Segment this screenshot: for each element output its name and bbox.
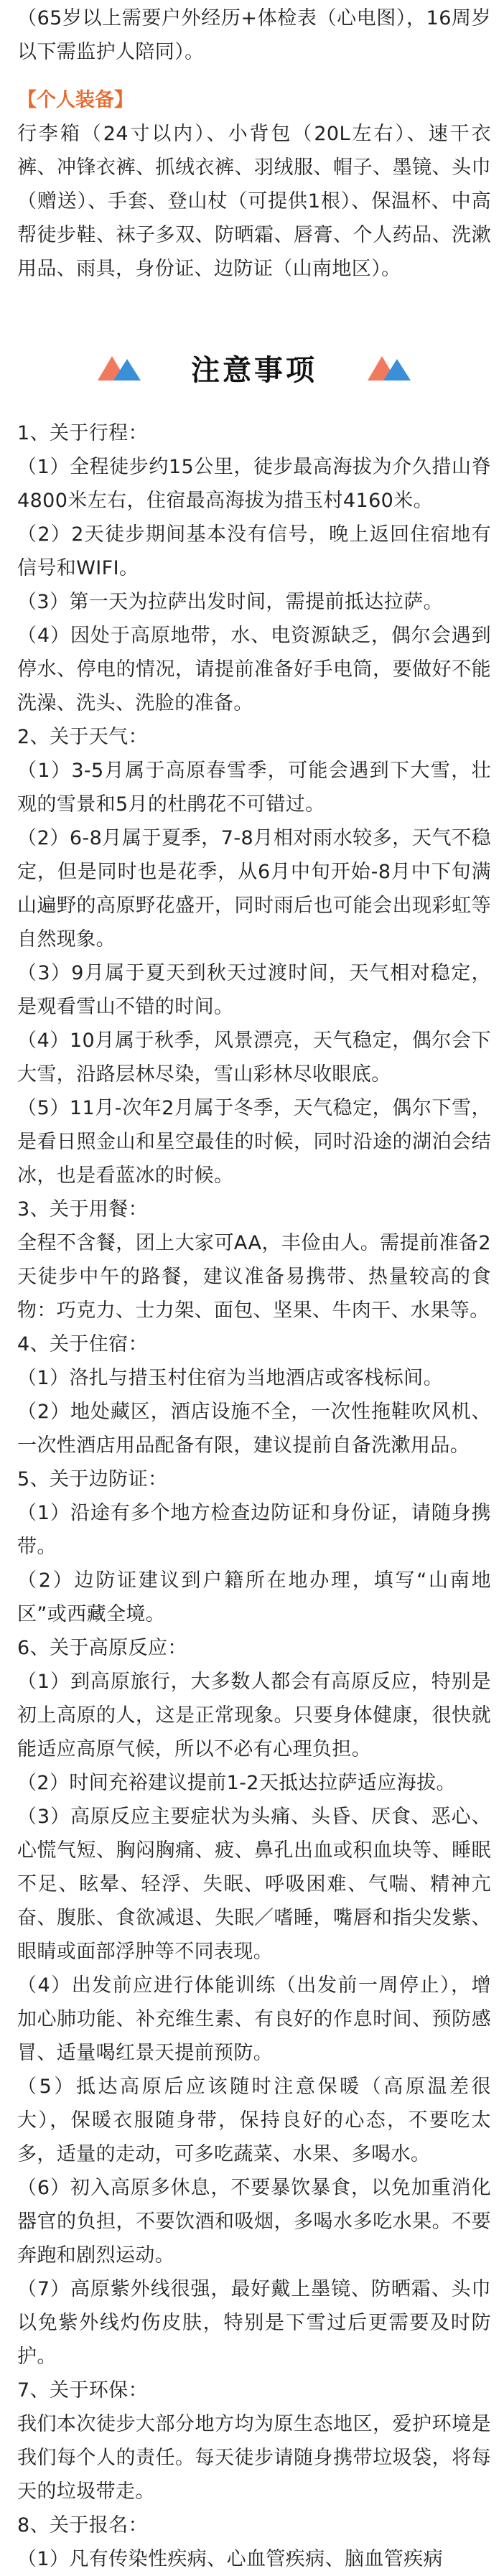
- section-item: （2）地处藏区，酒店设施不全，一次性拖鞋吹风机、一次性酒店用品配备有限，建议提前自备洗漱用品。: [17, 1401, 491, 1457]
- triangle-decoration-icon: [96, 352, 142, 383]
- notice-section: [17, 416, 491, 720]
- section-heading: 2、关于天气：: [17, 726, 148, 748]
- section-item: （5）抵达高原后应该随时注意保暖（高原温差很大），保暖衣服随身带，保持良好的心态，不要吃太多，适量的走动，可多吃蔬菜、水果、多喝水。: [17, 2076, 491, 2165]
- section-heading: 6、关于高原反应：: [17, 1637, 187, 1659]
- section-item: （4）10月属于秋季，风景漂亮，天气稳定，偶尔会下大雪，沿路层林尽染，雪山彩林尽收眼底。: [17, 1030, 491, 1086]
- section-item: （1）到高原旅行，大多数人都会有高原反应，特别是初上高原的人，这是正常现象。只要身体健康，很快就能适应高原气候，所以不必有心理负担。: [17, 1671, 491, 1760]
- section-heading: 4、关于住宿：: [17, 1333, 148, 1355]
- section-item: （3）高原反应主要症状为头痛、头昏、厌食、恶心、心慌气短、胸闷胸痛、疲、鼻孔出血或积血块等、睡眠不足、眩晕、轻浮、失眠、呼吸困难、气喘、精神亢奋、腹胀、食欲减退、失眠／嗜睡，嘴唇和指尖发紫、眼睛或面部浮肿等不同表现。: [17, 1806, 491, 1963]
- notice-title-block: [17, 332, 491, 403]
- section-item: （1）凡有传染性疾病、心血管疾病、脑血管疾病: [17, 2548, 443, 2570]
- section-item: 我们本次徒步大部分地方均为原生态地区，爱护环境是我们每个人的责任。每天徒步请随身携带垃圾袋，将每天的垃圾带走。: [17, 2413, 491, 2503]
- section-item: （3）第一天为拉萨出发时间，需提前抵达拉萨。: [17, 591, 443, 613]
- equipment-tag: 【个人装备】: [17, 89, 134, 111]
- notice-section: [17, 2509, 491, 2576]
- section-item: （1）沿途有多个地方检查边防证和身份证，请随身携带。: [17, 1502, 491, 1558]
- section-heading: 8、关于报名：: [17, 2514, 148, 2537]
- section-item: （5）11月-次年2月属于冬季，天气稳定，偶尔下雪，是看日照金山和星空最佳的时候，同时沿途的湖泊会结冰，也是看蓝冰的时候。: [17, 1097, 491, 1187]
- section-item: （2）边防证建议到户籍所在地办理，填写“山南地区”或西藏全境。: [17, 1569, 491, 1625]
- notice-title: 注意事项: [191, 353, 317, 387]
- section-item: （1）3-5月属于高原春雪季，可能会遇到下大雪，壮观的雪景和5月的杜鹃花不可错过。: [17, 760, 491, 816]
- section-heading: 5、关于边防证：: [17, 1468, 168, 1490]
- notice-sections: [17, 416, 491, 2576]
- section-item: （7）高原紫外线很强，最好戴上墨镜、防晒霜、头巾以免紫外线灼伤皮肤，特别是下雪过后更需要及时防护。: [17, 2278, 491, 2368]
- triangle-decoration-icon: [366, 352, 412, 383]
- equipment-block: [17, 69, 491, 286]
- notice-section: [17, 1462, 491, 1631]
- section-item: （4）出发前应进行体能训练（出发前一周停止），增加心肺功能、补充维生素、有良好的作息时间、预防感冒、适量喝红景天提前预防。: [17, 1974, 491, 2064]
- intro-paragraph: （65岁以上需要户外经历+体检表（心电图），16周岁以下需监护人陪同）。: [17, 7, 491, 63]
- section-item: （3）9月属于夏天到秋天过渡时间，天气相对稳定，是观看雪山不错的时间。: [17, 962, 491, 1018]
- notice-section: [17, 2374, 491, 2509]
- section-item: （1）洛扎与措玉村住宿为当地酒店或客栈标间。: [17, 1367, 443, 1389]
- section-item: （2）6-8月属于夏季，7-8月相对雨水较多，天气不稳定，但是同时也是花季，从6月中旬开始-8月中下旬满山遍野的高原野花盛开，同时雨后也可能会出现彩虹等自然现象。: [17, 827, 491, 951]
- section-item: （2）2天徒步期间基本没有信号，晚上返回住宿地有信号和WIFI。: [17, 523, 491, 579]
- section-heading: 1、关于行程：: [17, 422, 148, 444]
- equipment-text: 行李箱（24寸以内）、小背包（20L左右）、速干衣裤、冲锋衣裤、抓绒衣裤、羽绒服、帽子、墨镜、头巾（赠送）、手套、登山杖（可提供1根）、保温杯、中高帮徒步鞋、袜子多双、防晒霜、唇膏、个人药品、洗漱用品、雨具，身份证、边防证（山南地区）。: [17, 123, 491, 280]
- section-item: （2）时间充裕建议提前1-2天抵达拉萨适应海拔。: [17, 1772, 456, 1794]
- section-heading: 3、关于用餐：: [17, 1198, 148, 1221]
- notice-section: [17, 1631, 491, 2374]
- section-item: （6）初入高原多休息，不要暴饮暴食，以免加重消化器官的负担，不要饮酒和吸烟，多喝水多吃水果。不要奔跑和剧烈运动。: [17, 2177, 491, 2267]
- notice-section: [17, 1327, 491, 1462]
- intro-block: [17, 0, 491, 69]
- section-item: （4）因处于高原地带，水、电资源缺乏，偶尔会遇到停水、停电的情况，请提前准备好手电筒，要做好不能洗澡、洗头、洗脸的准备。: [17, 625, 491, 714]
- notice-section: [17, 720, 491, 1193]
- section-heading: 7、关于环保：: [17, 2379, 148, 2402]
- notice-section: [17, 1193, 491, 1327]
- section-item: 全程不含餐，团上大家可AA，丰俭由人。需提前准备2天徒步中午的路餐，建议准备易携带、热量较高的食物：巧克力、士力架、面包、坚果、牛肉干、水果等。: [17, 1232, 491, 1322]
- section-item: （1）全程徒步约15公里，徒步最高海拔为介久措山脊4800米左右，住宿最高海拔为措玉村4160米。: [17, 456, 491, 512]
